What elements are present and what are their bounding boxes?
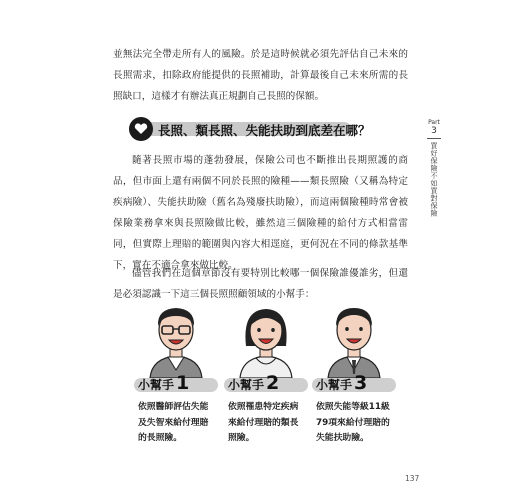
helper-label: 小幫手 2 — [228, 372, 280, 394]
helper-tag-1 — [134, 372, 218, 396]
chapter-tab — [427, 119, 441, 221]
heading-badge — [129, 117, 153, 141]
body-paragraph-2: 儘管我們在這個章節沒有要特別比較哪一個保險誰優誰劣，但還是必須認識一下這三個長照照顧領域的小幫手： — [113, 268, 408, 300]
page-number: 137 — [405, 474, 420, 483]
helper-label: 小幫手 3 — [316, 372, 368, 394]
heart-icon — [134, 123, 148, 135]
helper-description: 依照醫師評估失能及失智來給付理賠的長照險。 — [138, 402, 209, 443]
heading-text: 長照、類長照、失能扶助到底差在哪？ — [158, 123, 371, 138]
chapter-title-vertical: 買好保險不如買對保險 — [430, 142, 438, 217]
man-glasses-illustration — [140, 300, 212, 378]
helper-tag-2 — [224, 372, 308, 396]
part-label: Part — [428, 119, 440, 126]
part-number: 3 — [427, 126, 441, 139]
section-heading — [129, 117, 371, 141]
helper-description: 依照罹患特定疾病來給付理賠的類長照險。 — [228, 402, 299, 443]
helper-label: 小幫手 1 — [138, 372, 190, 394]
helper-card-3 — [316, 300, 392, 455]
helper-tag-3 — [312, 372, 396, 396]
man-suit-illustration — [318, 300, 390, 378]
helper-card-1 — [138, 300, 214, 455]
helper-card-2 — [228, 300, 304, 455]
woman-illustration — [230, 300, 302, 378]
body-paragraph: 隨著長照市場的蓬勃發展，保險公司也不斷推出長期照護的商品，但市面上還有兩個不同於長照的險種——類長照險（又稱為特定疾病險）、失能扶助險（舊名為殘廢扶助險），而這兩個險種時常會被保險業務拿來與長照險做比較，雖然這三個險種的給付方式相當雷同，但實際上理賠的範圍與內容大相逕庭，更何況在不同的條款基準下，實在不適合拿來做比較。 — [113, 155, 408, 271]
intro-paragraph: 並無法完全帶走所有人的風險。於是這時候就必須先評估自己未來的長照需求，扣除政府能提供的長照補助，計算最後自己未來所需的長照缺口，這樣才有辦法真正規劃自己長照的保額。 — [113, 49, 408, 102]
helper-description: 依照失能等級11級79項來給付理賠的失能扶助險。 — [316, 402, 390, 443]
